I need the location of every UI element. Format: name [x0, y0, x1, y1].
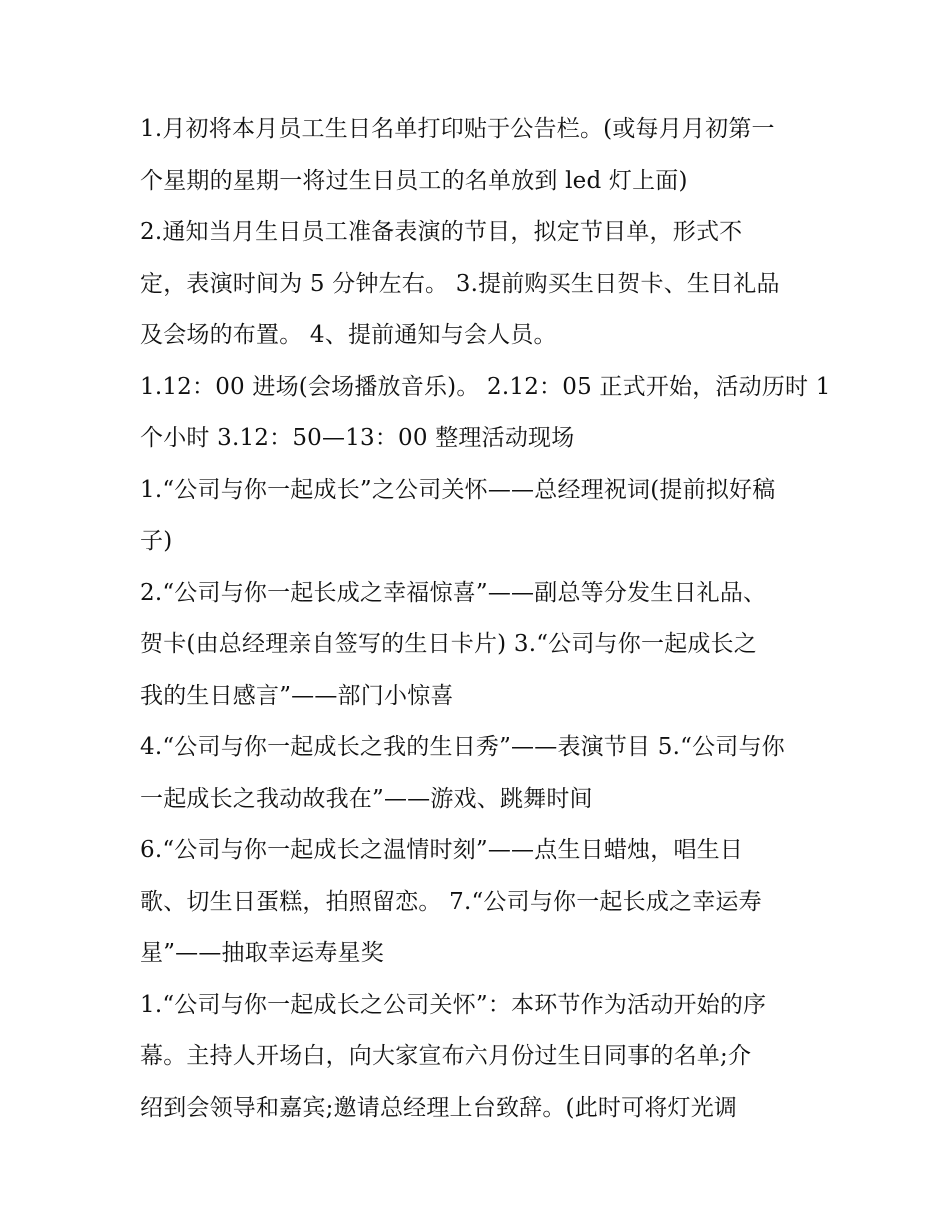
- text-line: 4.“公司与你一起成长之我的生日秀”——表演节目 5.“公司与你: [140, 734, 785, 760]
- text-line: 2.通知当月生日员工准备表演的节目，拟定节目单，形式不: [140, 219, 743, 245]
- text-line: 定，表演时间为 5 分钟左右。 3.提前购买生日贺卡、生日礼品: [140, 270, 780, 297]
- text-line: 1.月初将本月员工生日名单打印贴于公告栏。(或每月月初第一: [140, 116, 775, 142]
- text-line: 贺卡(由总经理亲自签写的生日卡片) 3.“公司与你一起成长之: [140, 631, 757, 657]
- text-line: 子): [140, 528, 173, 554]
- text-line: 个小时 3.12：50—13：00 整理活动现场: [140, 425, 575, 451]
- text-line: 一起成长之我动故我在”——游戏、跳舞时间: [140, 785, 593, 812]
- text-line: 6.“公司与你一起成长之温情时刻”——点生日蜡烛，唱生日: [140, 837, 744, 863]
- text-line: 1.12：00 进场(会场播放音乐)。 2.12：05 正式开始，活动历时 1: [140, 373, 831, 400]
- text-line: 绍到会领导和嘉宾;邀请总经理上台致辞。(此时可将灯光调: [140, 1094, 738, 1121]
- text-line: 幕。主持人开场白，向大家宣布六月份过生日同事的名单;介: [140, 1043, 752, 1069]
- text-line: 1.“公司与你一起成长”之公司关怀——总经理祝词(提前拟好稿: [140, 476, 776, 503]
- text-line: 个星期的星期一将过生日员工的名单放到 led 灯上面): [140, 167, 688, 194]
- document-body: [140, 104, 831, 1134]
- text-line: 歌、切生日蛋糕，拍照留恋。 7.“公司与你一起长成之幸运寿: [140, 888, 762, 915]
- text-line: 及会场的布置。 4、提前通知与会人员。: [140, 322, 557, 348]
- text-line: 我的生日感言”——部门小惊喜: [140, 682, 454, 709]
- text-line: 2.“公司与你一起长成之幸福惊喜”——副总等分发生日礼品、: [140, 579, 767, 606]
- text-line: 1.“公司与你一起成长之公司关怀”：本环节作为活动开始的序: [140, 991, 767, 1018]
- text-line: 星”——抽取幸运寿星奖: [140, 940, 384, 966]
